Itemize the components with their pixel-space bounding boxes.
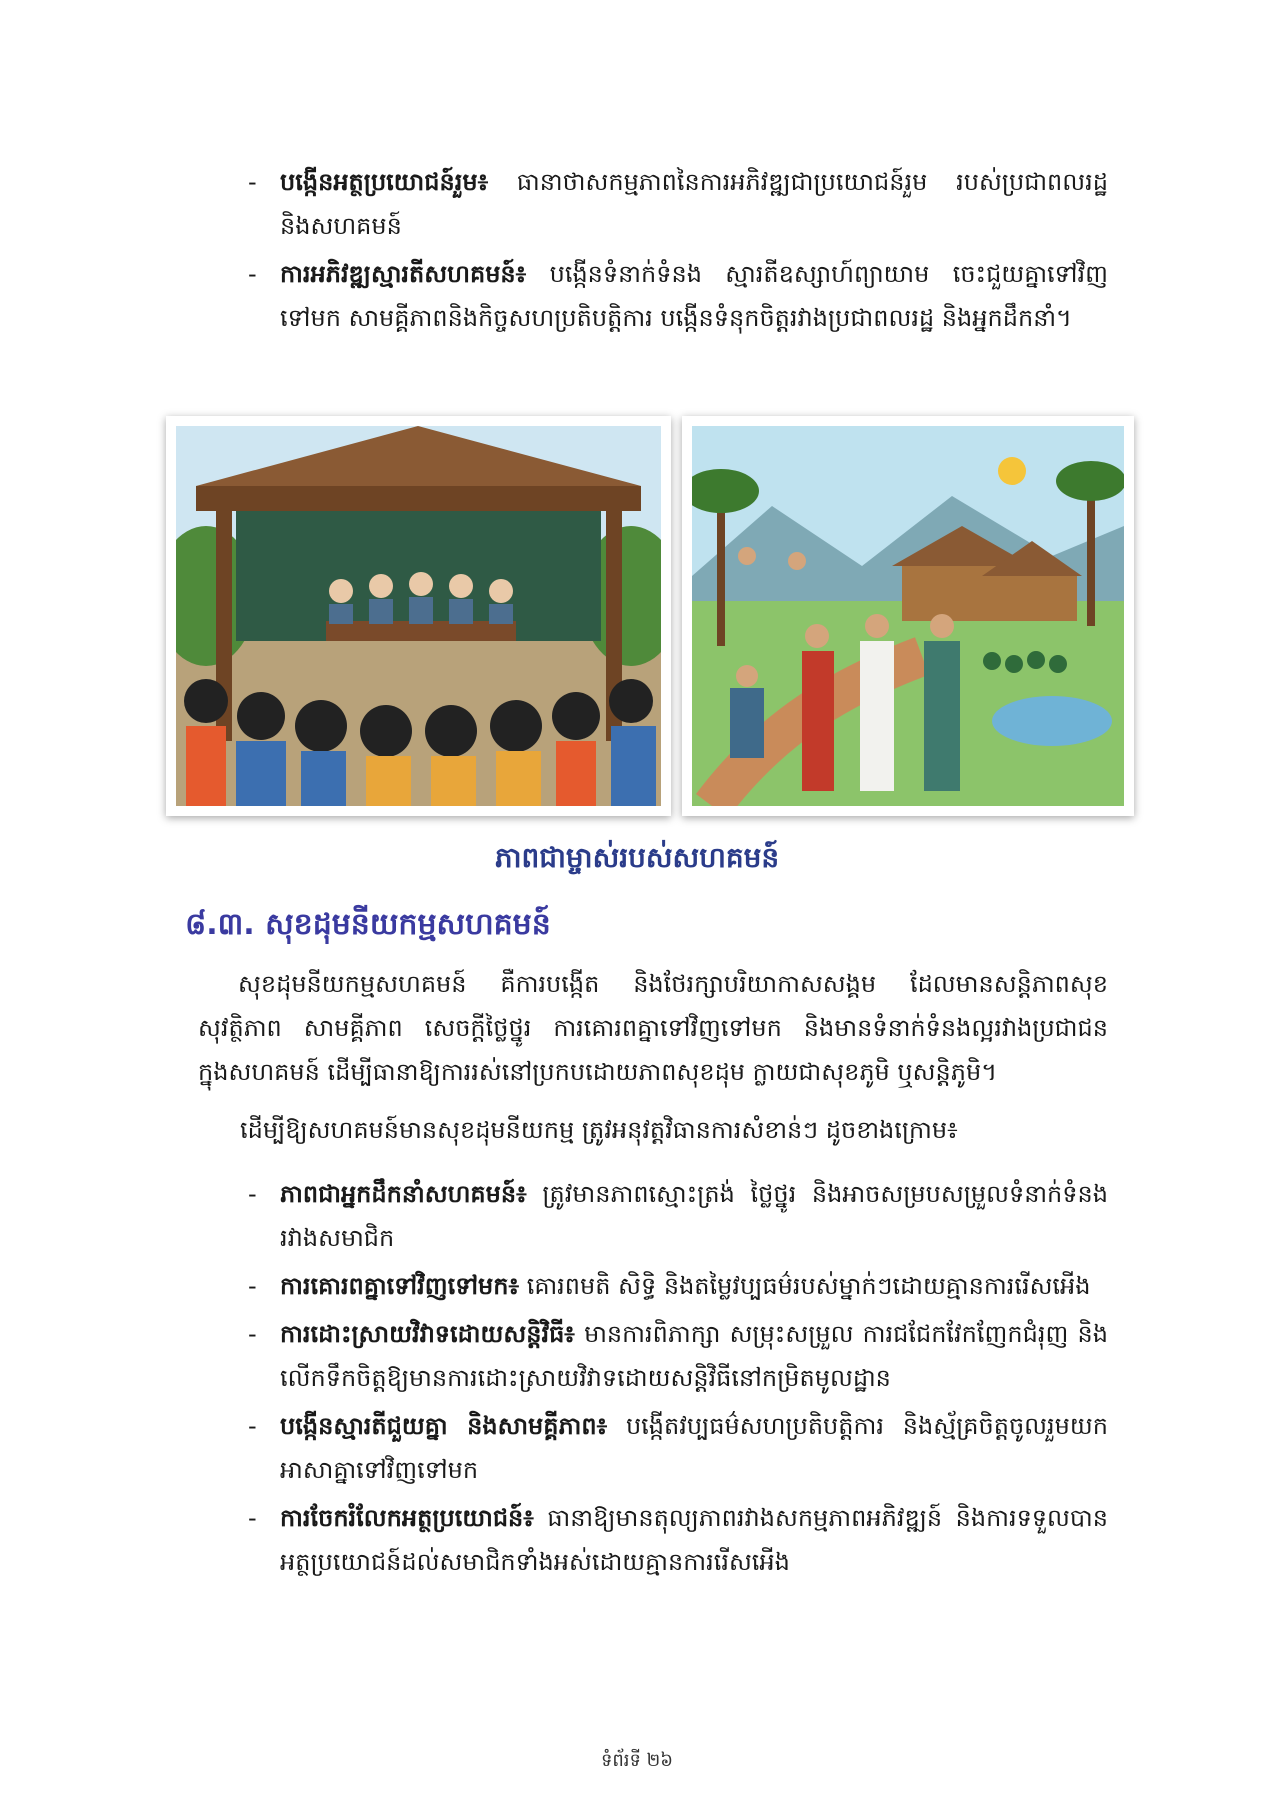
bullet-term: ភាពជាអ្នកដឹកនាំសហគមន៍៖ (280, 1180, 527, 1208)
bullet-term: ការចែករំលែកអត្ថប្រយោជន៍៖ (280, 1504, 534, 1532)
top-bullet-list (248, 160, 1108, 344)
paragraph: សុខដុមនីយកម្មសហគមន៍ គឺការបង្កើត និងថែរក្សាបរិយាកាសសង្គម ដែលមានសន្តិភាពសុខសុវត្ថិភាព សាមគ្គីភាព សេចក្តីថ្លៃថ្នូរ ការគោរពគ្នាទៅវិញទៅមក និងមានទំនាក់ទំនងល្អរវាងប្រជាជនក្នុងសហគមន៍ ដើម្បីធានាឱ្យការរស់នៅប្រកបដោយភាពសុខដុម ក្លាយជាសុខភូមិ ឬសន្តិភូមិ។ (198, 970, 1108, 1086)
bullet-dash: - (248, 168, 257, 196)
bullet-dash: - (248, 1320, 257, 1348)
bullet-text: ធានាឱ្យមានតុល្យភាពរវាងសកម្មភាពអភិវឌ្ឍន៍ និងការទទួលបានអត្ថប្រយោជន៍ដល់សមាជិកទាំងអស់ដោយគ្មានការរើសអើង (280, 1504, 1108, 1576)
list-item (248, 160, 1108, 248)
page-number: ទំព័រទី ២៦ (600, 1750, 674, 1771)
bottom-bullet-list (248, 1172, 1108, 1588)
list-item (248, 1496, 1108, 1584)
bullet-dash: - (248, 1412, 257, 1440)
bullet-term: ការគោរពគ្នាទៅវិញទៅមក៖ (280, 1272, 520, 1300)
community-meeting-illustration (166, 416, 671, 816)
bullet-dash: - (248, 1180, 257, 1208)
bullet-term: បង្កើនអត្ថប្រយោជន៍រួម៖ (280, 168, 489, 196)
list-item (248, 1404, 1108, 1492)
bullet-text: ធានាថាសកម្មភាពនៃការអភិវឌ្ឍជាប្រយោជន៍រួម របស់ប្រជាពលរដ្ឋ និងសហគមន៍ (280, 168, 1108, 240)
bullet-term: ការដោះស្រាយវិវាទដោយសន្តិវិធី៖ (280, 1320, 575, 1348)
bullet-text: មានការពិភាក្សា សម្រុះសម្រួល ការជជែកវែកញែកជំរុញ និងលើកទឹកចិត្តឱ្យមានការដោះស្រាយវិវាទដោយសន្តិវិធីនៅកម្រិតមូលដ្ឋាន (280, 1320, 1108, 1392)
bullet-text: បង្កើតវប្បធម៌សហប្រតិបត្តិការ និងស្ម័គ្រចិត្តចូលរួមយកអាសាគ្នាទៅវិញទៅមក (280, 1412, 1108, 1484)
section-heading: ៨.៣. សុខដុមនីយកម្មសហគមន៍ (185, 907, 551, 942)
bullet-text: បង្កើនទំនាក់ទំនង ស្មារតីឧស្សាហ៍ព្យាយាម ចេះជួយគ្នាទៅវិញទៅមក សាមគ្គីភាពនិងកិច្ចសហប្រតិបត្តិការ បង្កើនទំនុកចិត្តរវាងប្រជាពលរដ្ឋ និងអ្នកដឹកនាំ។ (280, 260, 1108, 332)
bullet-dash: - (248, 1272, 257, 1300)
figure-caption: ភាពជាម្ចាស់របស់សហគមន៍ (494, 841, 780, 874)
bullet-term: បង្កើនស្មារតីជួយគ្នា និងសាមគ្គីភាព៖ (280, 1412, 608, 1440)
bullet-dash: - (248, 1504, 257, 1532)
list-item (248, 252, 1108, 340)
list-item (248, 1264, 1108, 1308)
list-item (248, 1312, 1108, 1400)
figure-pair (160, 410, 1140, 830)
village-development-illustration (682, 416, 1134, 816)
bullet-dash: - (248, 260, 257, 288)
bullet-text: ត្រូវមានភាពស្មោះត្រង់ ថ្លៃថ្នូរ និងអាចសម្របសម្រួលទំនាក់ទំនងរវាងសមាជិក (280, 1180, 1108, 1252)
bullet-text: គោរពមតិ សិទ្ធិ និងតម្លៃវប្បធម៌របស់ម្នាក់ៗដោយគ្មានការរើសអើង (526, 1272, 1091, 1300)
bullet-term: ការអភិវឌ្ឍស្មារតីសហគមន៍៖ (280, 260, 527, 288)
list-item (248, 1172, 1108, 1260)
paragraph: ដើម្បីឱ្យសហគមន៍មានសុខដុមនីយកម្ម ត្រូវអនុវត្តវិធានការសំខាន់ៗ ដូចខាងក្រោម៖ (240, 1116, 958, 1144)
